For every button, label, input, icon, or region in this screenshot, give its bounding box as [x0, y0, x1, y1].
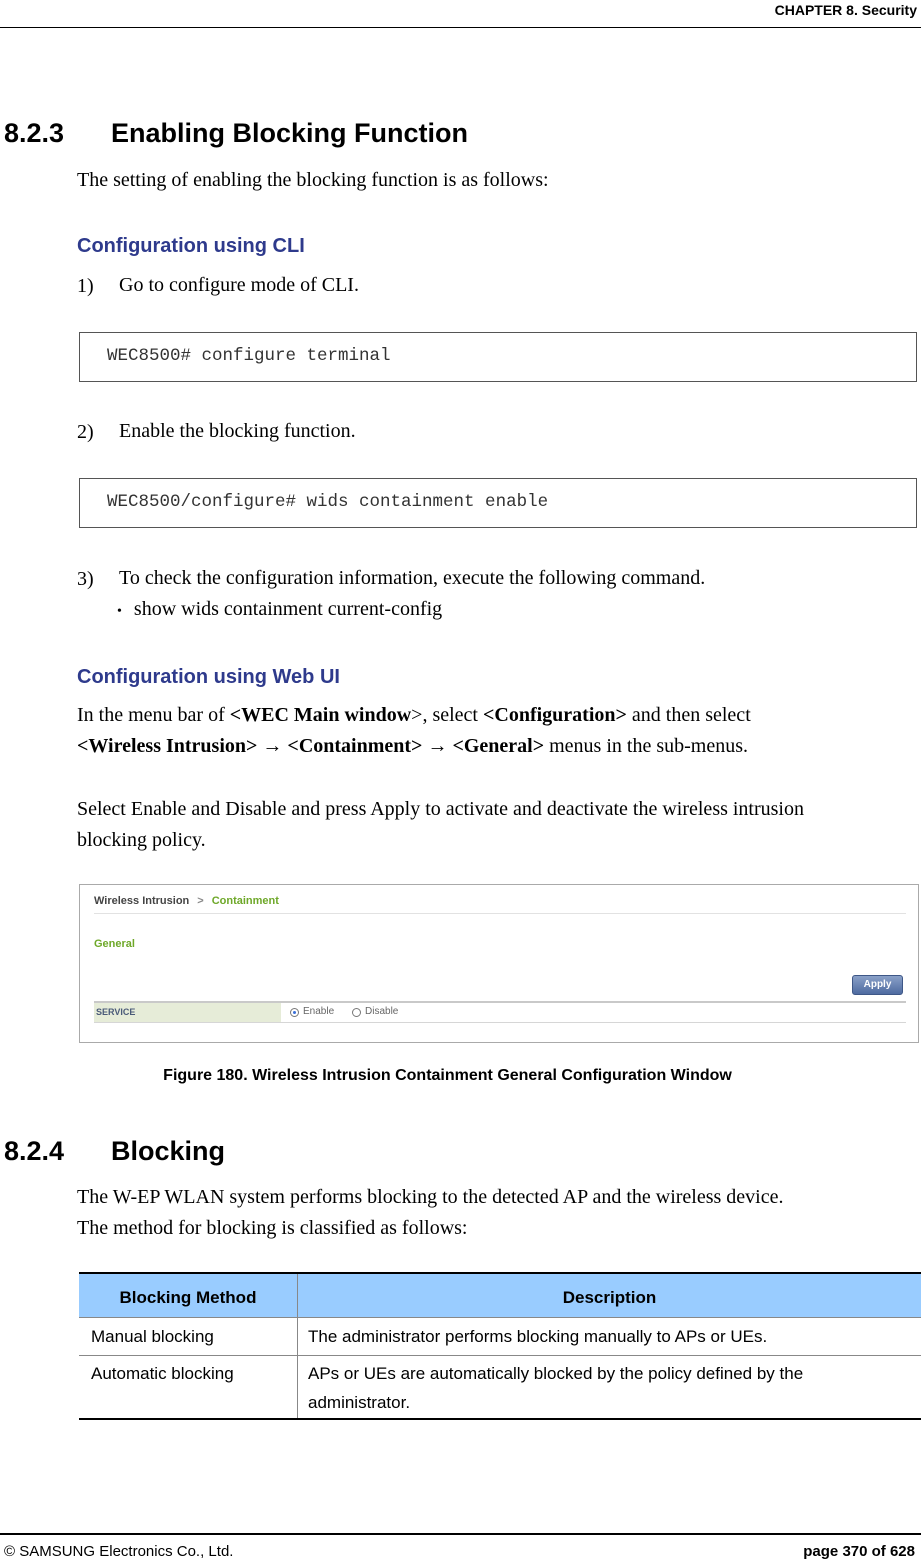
table-header-method: Blocking Method: [119, 1288, 257, 1307]
web-instruction-line1: [77, 700, 751, 730]
code-text: WEC8500/configure# wids containment enable: [107, 492, 549, 512]
table-bottom-border: [79, 1418, 921, 1420]
section-number: 8.2.4: [4, 1136, 65, 1166]
menu-ref: <Configuration>: [482, 704, 627, 726]
table-cell-description: The administrator performs blocking manually to APs or UEs.: [308, 1327, 768, 1346]
arrow-icon: →: [262, 735, 283, 757]
text-run: In the menu bar of: [77, 704, 230, 726]
footer-copyright: © SAMSUNG Electronics Co., Ltd.: [4, 1543, 234, 1560]
section-number: 8.2.3: [4, 118, 65, 148]
chapter-header: CHAPTER 8. Security: [774, 2, 917, 18]
panel-title: General: [94, 938, 135, 950]
form-bottom-border: [94, 1022, 906, 1023]
breadcrumb-current: Containment: [211, 895, 279, 907]
code-text: WEC8500# configure terminal: [107, 346, 391, 366]
paragraph-line: blocking policy.: [77, 829, 206, 851]
breadcrumb-divider: [94, 913, 906, 914]
paragraph-line: The W-EP WLAN system performs blocking to the detected AP and the wireless device.: [77, 1186, 784, 1208]
web-instruction-line2: [77, 731, 748, 761]
text-run: menus in the sub-menus.: [544, 735, 748, 757]
table-cell-description: APs or UEs are automatically blocked by the policy defined by the: [308, 1364, 804, 1383]
arrow-icon: →: [427, 735, 448, 757]
apply-button[interactable]: Apply: [852, 975, 903, 995]
radio-enable[interactable]: [290, 1008, 299, 1017]
text-run: >, select: [411, 704, 483, 726]
code-block: [79, 332, 917, 382]
radio-disable[interactable]: [352, 1008, 361, 1017]
step-number: 2): [77, 421, 94, 443]
table-cell-method: Automatic blocking: [91, 1364, 234, 1383]
table-row-divider: [79, 1317, 921, 1318]
step-text: Enable the blocking function.: [119, 420, 356, 442]
paragraph-line: The method for blocking is classified as follows:: [77, 1217, 468, 1239]
header-divider: [0, 27, 921, 28]
radio-disable-label[interactable]: Disable: [365, 1006, 399, 1017]
bullet-text: show wids containment current-config: [133, 598, 443, 620]
breadcrumb-separator: >: [197, 895, 204, 907]
breadcrumb-parent[interactable]: Wireless Intrusion: [94, 895, 190, 907]
step-text: Go to configure mode of CLI.: [119, 274, 359, 296]
table-cell-method: Manual blocking: [91, 1327, 214, 1346]
table-column-divider: [297, 1274, 298, 1419]
section-title: Enabling Blocking Function: [111, 118, 468, 148]
service-label: SERVICE: [96, 1007, 136, 1017]
section-heading-823: [4, 118, 904, 152]
menu-ref: <WEC Main window: [229, 704, 412, 726]
section-title: Blocking: [111, 1136, 226, 1166]
menu-ref: <Wireless Intrusion>: [77, 735, 258, 757]
section-intro: The setting of enabling the blocking function is as follows:: [77, 169, 549, 191]
text-run: and then select: [626, 704, 751, 726]
step-number: 1): [77, 275, 94, 297]
cli-heading: Configuration using CLI: [77, 235, 305, 257]
page-number: page 370 of 628: [803, 1543, 915, 1560]
step-number: 3): [77, 568, 94, 590]
bullet-item: [117, 594, 442, 627]
web-ui-screenshot: [79, 884, 919, 1043]
breadcrumb: [94, 895, 279, 907]
radio-enable-label[interactable]: Enable: [303, 1006, 335, 1017]
code-block: [79, 478, 917, 528]
footer-divider: [0, 1533, 921, 1535]
menu-ref: <General>: [452, 735, 545, 757]
table-row-divider: [79, 1355, 921, 1356]
bullet-dot-icon: •: [117, 604, 122, 619]
step-text: To check the configuration information, execute the following command.: [119, 567, 706, 589]
menu-ref: <Containment>: [287, 735, 423, 757]
section-heading-824: [4, 1136, 904, 1170]
figure-caption: Figure 180. Wireless Intrusion Containment General Configuration Window: [163, 1067, 732, 1084]
table-cell-description: administrator.: [308, 1393, 411, 1412]
table-header-description: Description: [562, 1288, 657, 1307]
web-heading: Configuration using Web UI: [77, 666, 340, 688]
paragraph-line: Select Enable and Disable and press Apply to activate and deactivate the wireless intrusion: [77, 798, 804, 820]
